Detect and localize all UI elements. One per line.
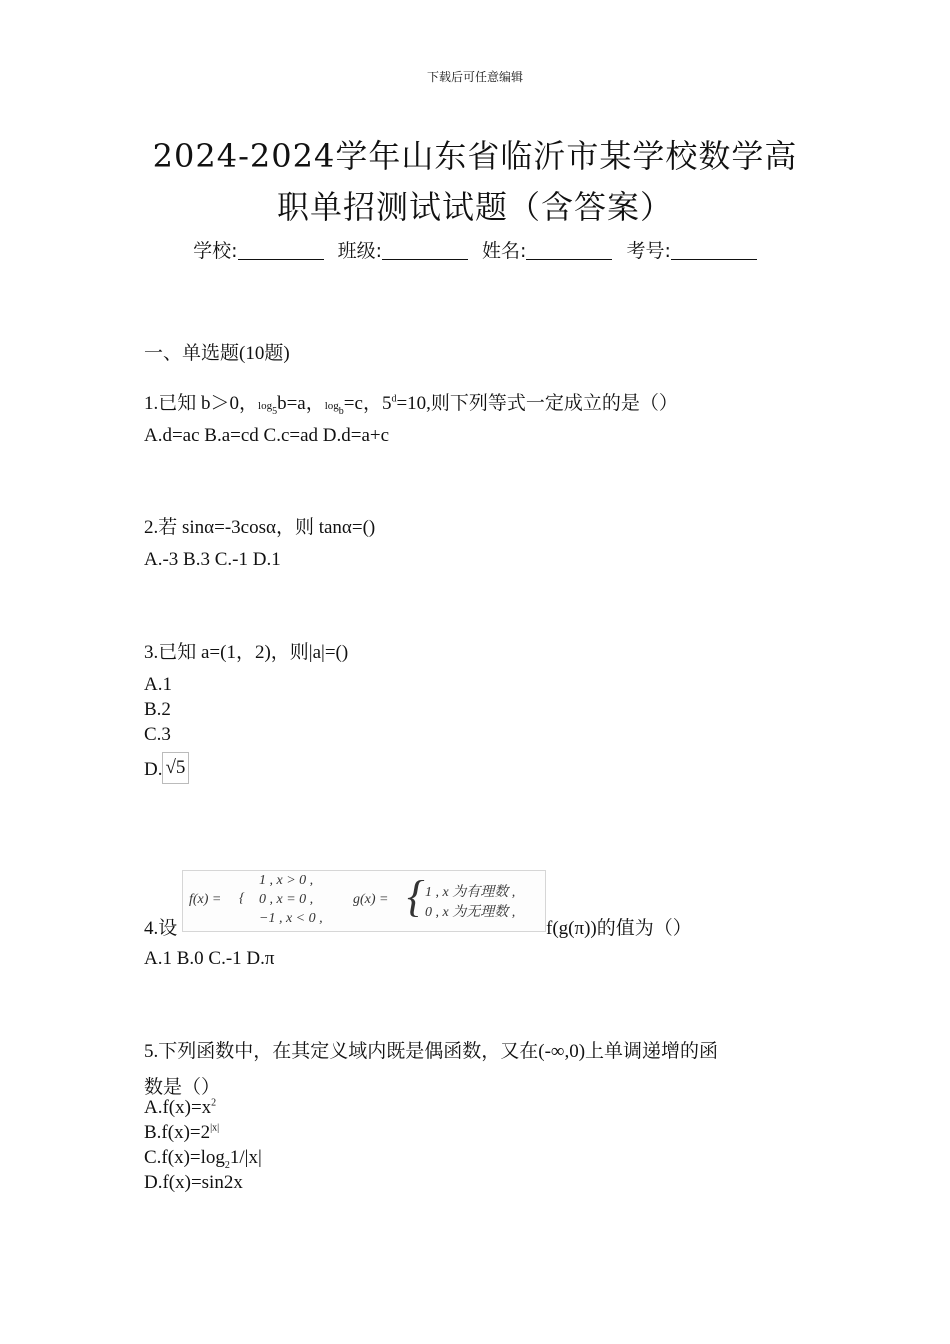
name-label: 姓名:	[482, 240, 527, 262]
f-case-2: 0 , x = 0 ,	[259, 892, 314, 907]
q4-options: A.1 B.0 C.-1 D.π	[144, 948, 275, 969]
q2-stem: 2.若 sinα=-3cosα，则 tanα=()	[144, 517, 376, 538]
q3-option-b: B.2	[144, 699, 171, 720]
school-label: 学校:	[193, 240, 238, 262]
header-note: 下载后可任意编辑	[426, 70, 523, 84]
q1-log-base-1: 5	[272, 405, 278, 417]
q1-log-1: log	[258, 400, 273, 412]
q5-option-b-text: B.f(x)=2	[144, 1122, 211, 1143]
q1-text-3: =c，5	[343, 393, 392, 414]
page-title-line-2: 职单招测试试题（含答案）	[276, 188, 673, 226]
f-case-1: 1 , x > 0 ,	[259, 873, 314, 888]
q3-option-d-label: D.	[144, 759, 163, 780]
q1-log-2: log	[324, 400, 339, 412]
exam-number-label: 考号:	[626, 240, 671, 262]
q1-options: A.d=ac B.a=cd C.c=ad D.d=a+c	[144, 425, 390, 446]
q5-option-b	[144, 1122, 219, 1144]
g-brace: {	[407, 872, 425, 921]
f-case-3: −1 , x < 0 ,	[259, 911, 323, 926]
q3-option-c: C.3	[144, 724, 171, 745]
page-title-line-1: 2024-2024学年山东省临沂市某学校数学高	[152, 137, 798, 175]
q5-stem-line-1: 5.下列函数中，在其定义域内既是偶函数，又在(-∞,0)上单调递增的函	[144, 1041, 719, 1062]
exam-number-blank	[671, 239, 757, 260]
piecewise-function-image	[182, 870, 546, 932]
q3-option-d	[144, 752, 189, 784]
class-blank	[382, 239, 468, 260]
q1-exponent: d	[391, 393, 397, 405]
class-label: 班级:	[337, 240, 382, 262]
q5-option-c-argument: 1/|x|	[229, 1147, 262, 1168]
q3-option-a: A.1	[144, 674, 172, 695]
g-label: g(x) =	[353, 892, 389, 907]
q1-text-2: b=a，	[277, 393, 325, 414]
school-field	[193, 240, 323, 262]
q5-option-c-log-base: 2	[224, 1159, 230, 1171]
q5-option-b-exponent: |x|	[210, 1122, 220, 1134]
q4-suffix: f(g(π))的值为（）	[546, 918, 692, 939]
class-field	[338, 240, 468, 262]
q3-stem: 3.已知 a=(1，2)，则|a|=()	[144, 642, 349, 663]
q1-text-4: =10,则下列等式一定成立的是（）	[396, 393, 678, 414]
section-heading: 一、单选题(10题)	[144, 343, 290, 364]
q5-option-a-text: A.f(x)=x	[144, 1097, 212, 1118]
f-brace: {	[239, 891, 245, 906]
name-blank	[526, 239, 612, 260]
q5-option-c-text: C.f(x)=log	[144, 1147, 225, 1168]
q1-text-1: 1.已知 b＞0，	[144, 393, 259, 414]
sqrt5-image: √5	[162, 752, 189, 784]
q1-log-base-2: b	[338, 405, 344, 417]
exam-number-field	[626, 240, 756, 262]
q1-stem	[144, 388, 678, 417]
f-label: f(x) =	[189, 892, 222, 907]
name-field	[482, 240, 612, 262]
q5-stem-line-2: 数是（）	[144, 1077, 221, 1098]
q2-options: A.-3 B.3 C.-1 D.1	[144, 549, 281, 570]
g-case-2: 0 , x 为无理数 ,	[425, 905, 516, 920]
q5-option-a-exponent: 2	[211, 1097, 217, 1109]
student-info-row	[0, 236, 950, 263]
q5-option-a	[144, 1097, 216, 1119]
q4-prefix: 4.设	[144, 918, 178, 939]
q5-option-c	[144, 1147, 262, 1171]
school-blank	[238, 239, 324, 260]
q5-option-d: D.f(x)=sin2x	[144, 1172, 243, 1193]
g-case-1: 1 , x 为有理数 ,	[425, 885, 516, 900]
